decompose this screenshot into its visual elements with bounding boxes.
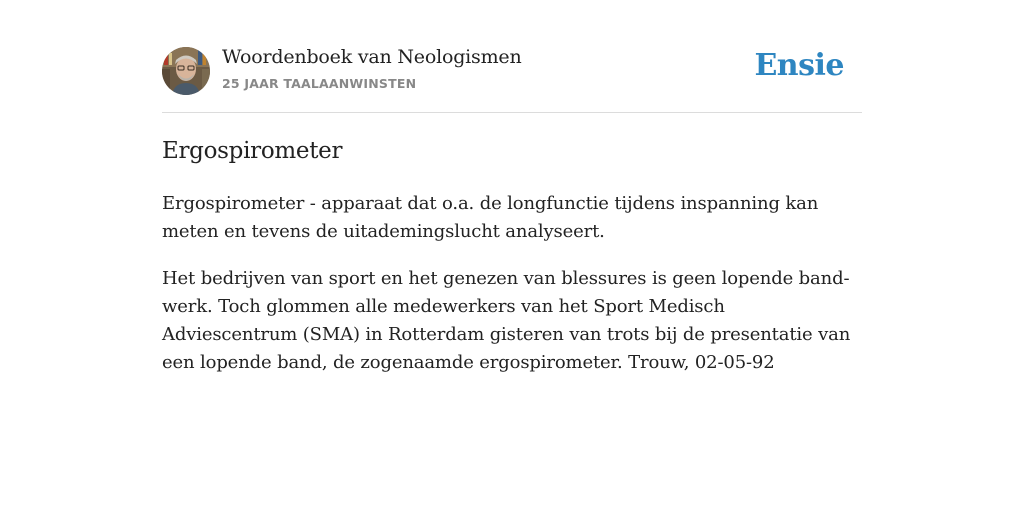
- entry-title: Ergospirometer: [162, 138, 343, 164]
- entry-definition: Ergospirometer - apparaat dat o.a. de longfunctie tijdens inspanning kan meten en tevens de uitademingslucht analyseert.: [162, 193, 819, 242]
- site-subtitle: 25 JAAR TAALAANWINSTEN: [222, 76, 417, 91]
- page-container: [162, 0, 862, 373]
- site-title[interactable]: Woordenboek van Neologismen: [222, 46, 522, 68]
- ensie-logo-link[interactable]: Ensie: [754, 48, 844, 83]
- author-avatar[interactable]: [162, 47, 210, 95]
- entry-quote: Het bedrijven van sport en het genezen van blessures is geen lopende band-werk. Toch glommen alle medewerkers van het Sport Medisch Adviescentrum (SMA) in Rotterdam gisteren van trots bij de presentatie van een lopende band, de zogenaamde ergospirometer. Trouw, 02-05-92: [162, 268, 851, 373]
- author-portrait-icon: [162, 47, 210, 95]
- site-header: [162, 0, 862, 113]
